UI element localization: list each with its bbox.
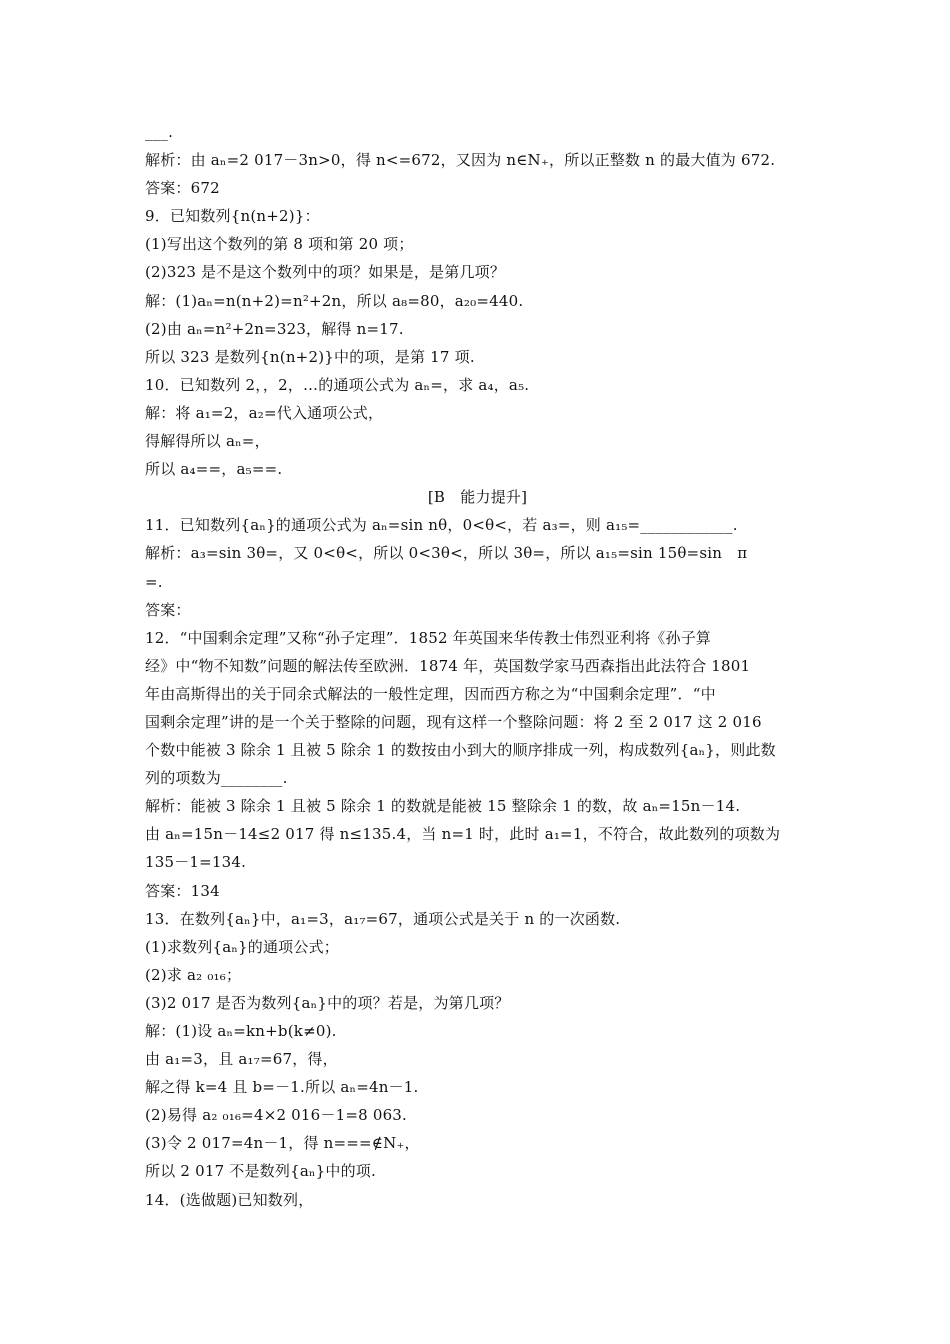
text-line: =. xyxy=(145,572,163,591)
text-line: (3)2 017 是否为数列{aₙ}中的项？若是，为第几项？ xyxy=(145,993,510,1012)
text-line: 解之得 k=4 且 b=－1.所以 aₙ=4n－1. xyxy=(145,1078,419,1097)
text-line: 列的项数为________. xyxy=(145,769,288,788)
text-line: 9．已知数列{n(n+2)}： xyxy=(145,207,320,226)
text-line: 解：将 a₁=2，a₂=代入通项公式， xyxy=(145,403,384,422)
text-line: 由 a₁=3，且 a₁₇=67，得， xyxy=(145,1050,338,1069)
text-line: 答案：672 xyxy=(145,179,220,198)
text-line: (2)求 a₂ ₀₁₆； xyxy=(145,965,242,984)
text-line: 国剩余定理”讲的是一个关于整除的问题，现有这样一个整除问题：将 2 至 2 017 这 2 016 xyxy=(145,712,762,731)
text-line: 14．(选做题)已知数列， xyxy=(145,1190,314,1209)
text-line: 经》中“物不知数”问题的解法传至欧洲．1874 年，英国数学家马西森指出此法符合 1801 xyxy=(145,656,751,675)
text-line: 答案：134 xyxy=(145,881,220,900)
text-line: (1)求数列{aₙ}的通项公式； xyxy=(145,937,339,956)
text-line: 答案： xyxy=(145,600,191,619)
text-line: 由 aₙ=15n－14≤2 017 得 n≤135.4，当 n=1 时，此时 a₁=1，不符合，故此数列的项数为 xyxy=(145,825,781,844)
text-line: ___. xyxy=(145,123,174,141)
text-line: (2)易得 a₂ ₀₁₆=4×2 016－1=8 063. xyxy=(145,1106,408,1125)
text-line: 解析：a₃=sin 3θ=，又 0<θ<，所以 0<3θ<，所以 3θ=，所以 a₁₅=sin 15θ=sin π xyxy=(145,544,748,563)
text-line: (2)323 是不是这个数列中的项？如果是，是第几项？ xyxy=(145,263,506,282)
text-line: (2)由 aₙ=n²+2n=323，解得 n=17. xyxy=(145,319,404,338)
text-line: (3)令 2 017=4n－1，得 n===∉N₊， xyxy=(145,1134,420,1153)
text-line: 个数中能被 3 除余 1 且被 5 除余 1 的数按由小到大的顺序排成一列，构成数列{aₙ}，则此数 xyxy=(145,741,776,760)
text-line: 年由高斯得出的关于同余式解法的一般性定理，因而西方称之为“中国剩余定理”．“中 xyxy=(145,684,716,703)
text-line: (1)写出这个数列的第 8 项和第 20 项； xyxy=(145,235,414,254)
text-line: 11．已知数列{aₙ}的通项公式为 aₙ=sin nθ，0<θ<，若 a₃=，则 a₁₅=____________. xyxy=(145,516,738,535)
text-line: 解：(1)aₙ=n(n+2)=n²+2n，所以 a₈=80，a₂₀=440. xyxy=(145,291,524,310)
text-line: 解析：能被 3 除余 1 且被 5 除余 1 的数就是能被 15 整除余 1 的数，故 aₙ=15n－14. xyxy=(145,797,741,816)
section-heading: [B 能力提升] xyxy=(427,488,528,507)
text-line: 135－1=134. xyxy=(145,853,247,872)
text-line: 13．在数列{aₙ}中，a₁=3，a₁₇=67，通项公式是关于 n 的一次函数. xyxy=(145,909,621,928)
text-line: 所以 a₄==，a₅==. xyxy=(145,460,283,479)
text-line: 10．已知数列 2，，2，…的通项公式为 aₙ=，求 a₄，a₅. xyxy=(145,375,530,394)
text-line: 解析：由 aₙ=2 017－3n>0，得 n<=672，又因为 n∈N₊，所以正整数 n 的最大值为 672. xyxy=(145,151,776,170)
text-line: 解：(1)设 aₙ=kn+b(k≠0). xyxy=(145,1022,337,1040)
text-line: 所以 323 是数列{n(n+2)}中的项，是第 17 项. xyxy=(145,347,475,366)
text-line: 得解得所以 aₙ=， xyxy=(145,432,270,451)
text-line: 12．“中国剩余定理”又称“孙子定理”．1852 年英国来华传教士伟烈亚利将《孙子算 xyxy=(145,628,712,647)
text-line: 所以 2 017 不是数列{aₙ}中的项. xyxy=(145,1162,376,1181)
